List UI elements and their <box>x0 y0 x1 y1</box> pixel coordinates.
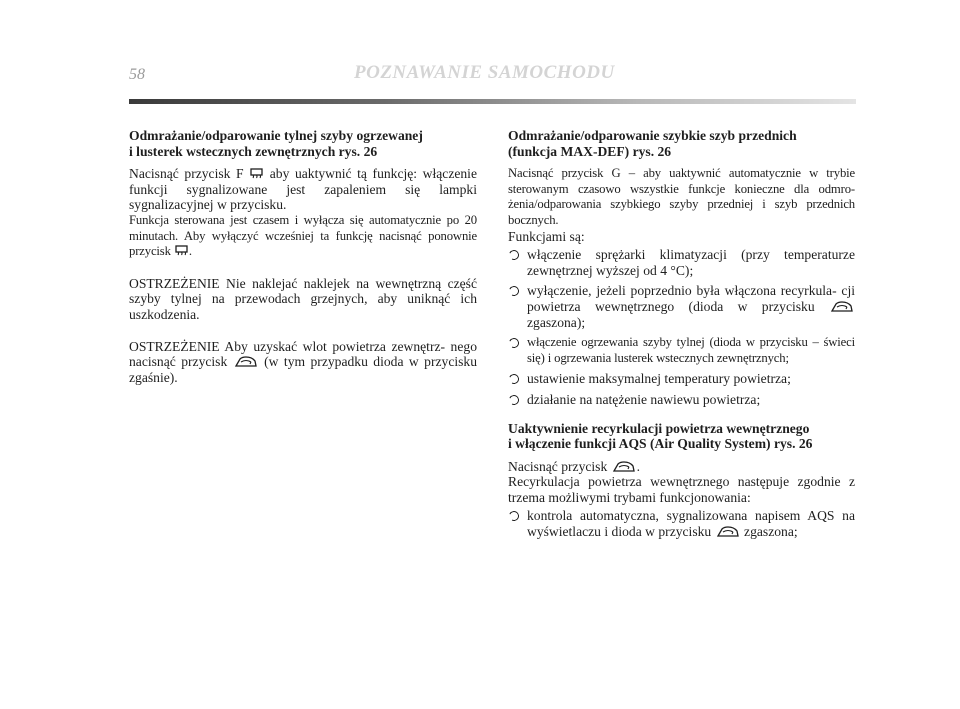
recirculation-icon <box>716 526 740 538</box>
recirculation-icon <box>234 356 258 368</box>
page-number: 58 <box>129 66 145 83</box>
bullet-icon <box>508 249 521 262</box>
left-column <box>129 128 477 385</box>
bullet-icon <box>508 373 521 386</box>
list-item: kontrola automatyczna, sygnalizowana napisem AQS na wyświetlaczu i dioda w przycisku zgaszona; <box>508 508 855 539</box>
warning-2: OSTRZEŻENIE Aby uzyskać wlot powietrza zewnętrz- nego nacisnąć przycisk (w tym przypadku dioda w przycisku zgaśnie). <box>129 338 478 385</box>
list-item: ustawienie maksymalnej temperatury powietrza; <box>508 371 855 387</box>
header-rule <box>129 99 856 104</box>
left-paragraph-1: Nacisnąć przycisk F aby uaktywnić tą funkcję: włączenie funkcji sygnalizowane jest zapaleniem się lampki sygnalizacyjnej w przycisku. <box>129 166 477 213</box>
left-heading: Odmrażanie/odparowanie tylnej szyby ogrzewanej i lusterek wstecznych zewnętrznych rys. 26 <box>129 128 423 159</box>
bullet-icon <box>508 510 521 523</box>
list-item: włączenie sprężarki klimatyzacji (przy temperaturze zewnętrznej wyższej od 4 °C); <box>508 247 855 278</box>
right-paragraph-3: Nacisnąć przycisk . <box>508 458 641 474</box>
list-item: włączenie ogrzewania szyby tylnej (dioda w przycisku – świeci się) i ogrzewania lusterek wstecznych zewnętrznych; <box>508 335 855 366</box>
page-header <box>129 62 829 92</box>
rear-defrost-icon <box>175 245 188 257</box>
bullet-icon <box>508 393 521 406</box>
right-column <box>508 128 855 545</box>
recirculation-icon <box>830 301 854 313</box>
list-item: wyłączenie, jeżeli poprzednio była włączona recyrkula- cji powietrza wewnętrznego (dioda w przycisku zgaszona); <box>508 283 855 330</box>
left-paragraph-2: Funkcja sterowana jest czasem i wyłącza się automatycznie po 20 minutach. Aby wyłączyć wcześniej ta funkcję nacisnąć ponownie przycisk . <box>129 212 477 259</box>
modes-list <box>508 508 855 539</box>
right-heading-1: Odmrażanie/odparowanie szybkie szyb przednich (funkcja MAX-DEF) rys. 26 <box>508 128 797 159</box>
bullet-icon <box>508 337 521 350</box>
list-item: działanie na natężenie nawiewu powietrza; <box>508 392 855 408</box>
section-title: POZNAWANIE SAMOCHODU <box>354 62 615 83</box>
right-paragraph-1: Nacisnąć przycisk G – aby uaktywnić automatycznie w trybie sterowanym czasowo wszystkie funkcje konieczne dla odmro- żenia/odparowania szybkiego szyby przedniej i szyb przednich bocznych. <box>508 166 855 227</box>
functions-list <box>508 247 855 407</box>
right-paragraph-4: Recyrkulacja powietrza wewnętrznego następuje zgodnie z trzema możliwymi trybami funkcjonowania: <box>508 474 855 505</box>
right-heading-2: Uaktywnienie recyrkulacji powietrza wewnętrznego i włączenie funkcji AQS (Air Quality System) rys. 26 <box>508 420 813 452</box>
recirculation-icon <box>612 461 636 473</box>
rear-defrost-icon <box>250 168 263 180</box>
right-paragraph-2: Funkcjami są: <box>508 228 585 244</box>
bullet-icon <box>508 285 521 298</box>
warning-1: OSTRZEŻENIE Nie naklejać naklejek na wewnętrzną część szyby tylnej na przewodach grzejnych, aby uniknąć ich uszkodzenia. <box>129 275 477 322</box>
